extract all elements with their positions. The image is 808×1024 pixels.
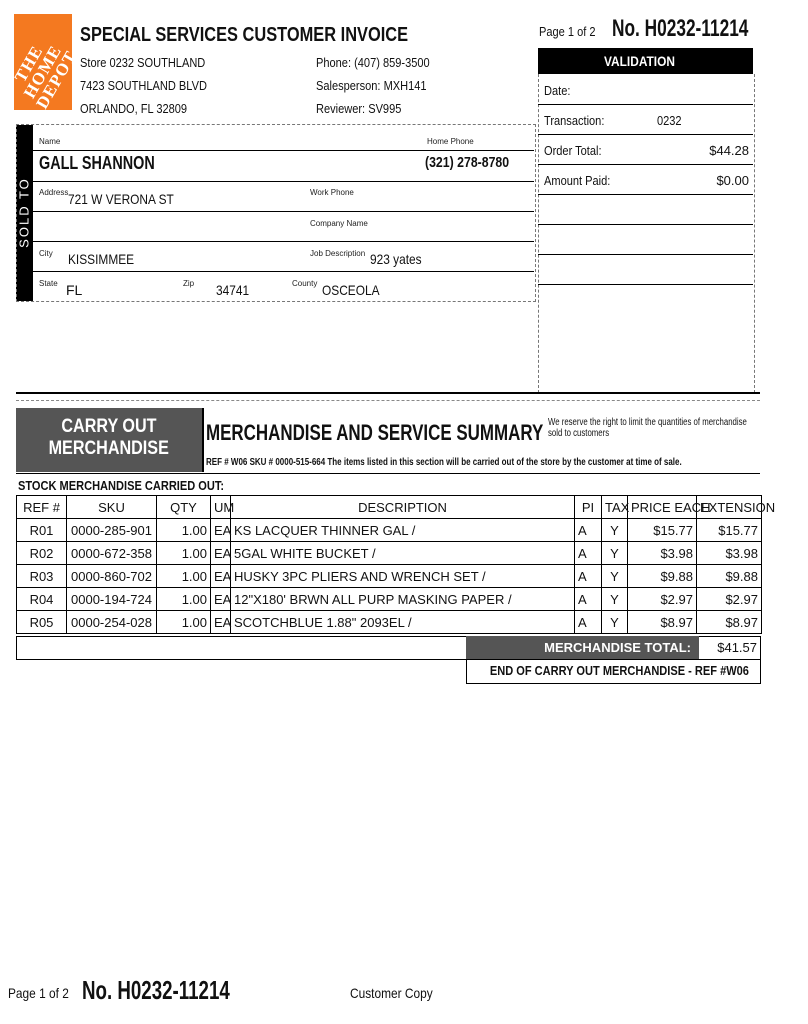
city-rule (33, 271, 534, 272)
row-um: EA (211, 611, 231, 634)
customer-county: OSCEOLA (322, 282, 380, 298)
section-divider (16, 392, 760, 394)
amount-paid-value: $0.00 (716, 173, 749, 188)
invoice-title: SPECIAL SERVICES CUSTOMER INVOICE (80, 24, 409, 46)
name-rule (33, 150, 534, 151)
row-tax: Y (602, 565, 628, 588)
job-description-label: Job Description (310, 249, 366, 258)
row-extension: $15.77 (697, 519, 762, 542)
order-total-label: Order Total: (544, 143, 602, 158)
row-qty: 1.00 (157, 519, 211, 542)
row-ref: R03 (17, 565, 67, 588)
row-um: EA (211, 519, 231, 542)
row-pi: A (575, 611, 602, 634)
table-row (17, 542, 762, 565)
row-extension: $3.98 (697, 542, 762, 565)
date-label: Date: (544, 83, 571, 98)
row-um: EA (211, 588, 231, 611)
row-description: 5GAL WHITE BUCKET / (231, 542, 575, 565)
company-rule (33, 241, 534, 242)
table-row (17, 519, 762, 542)
customer-name: GALL SHANNON (39, 153, 155, 173)
order-total-value: $44.28 (709, 143, 749, 158)
col-price-each: PRICE EACH (628, 496, 697, 519)
row-sku: 0000-285-901 (67, 519, 157, 542)
end-of-carry-out: END OF CARRY OUT MERCHANDISE - REF #W06 (466, 659, 761, 684)
store-name: Store 0232 SOUTHLAND (80, 55, 206, 70)
table-row (17, 611, 762, 634)
summary-title: MERCHANDISE AND SERVICE SUMMARY (206, 420, 544, 445)
row-pi: A (575, 542, 602, 565)
row-um: EA (211, 565, 231, 588)
col-description: DESCRIPTION (231, 496, 575, 519)
row-pi: A (575, 519, 602, 542)
state-label: State (39, 279, 58, 288)
col-tax: TAX (602, 496, 628, 519)
amount-paid-row (538, 164, 753, 195)
logo-text: THE HOME DEPOT (10, 41, 81, 113)
row-extension: $8.97 (697, 611, 762, 634)
company-label: Company Name (310, 219, 368, 228)
row-tax: Y (602, 611, 628, 634)
col-qty: QTY (157, 496, 211, 519)
row-extension: $2.97 (697, 588, 762, 611)
page-indicator: Page 1 of 2 (539, 24, 596, 39)
customer-zip: 34741 (216, 282, 250, 298)
col-ref: REF # (17, 496, 67, 519)
home-depot-logo (10, 14, 81, 113)
ref-line: REF # W06 SKU # 0000-515-664 The items listed in this section will be carried out of the store by the customer at time of sale. (206, 457, 682, 468)
row-extension: $9.88 (697, 565, 762, 588)
heading-divider (202, 408, 204, 472)
row-um: EA (211, 542, 231, 565)
row-qty: 1.00 (157, 611, 211, 634)
section-divider (16, 400, 760, 401)
row-qty: 1.00 (157, 542, 211, 565)
items-table (16, 495, 776, 634)
row-pi: A (575, 588, 602, 611)
row-description: SCOTCHBLUE 1.88" 2093EL / (231, 611, 575, 634)
customer-address: 721 W VERONA ST (68, 191, 174, 207)
store-city: ORLANDO, FL 32809 (80, 101, 188, 116)
row-sku: 0000-194-724 (67, 588, 157, 611)
sold-to-label: SOLD TO (16, 177, 32, 248)
row-tax: Y (602, 588, 628, 611)
row-price: $3.98 (628, 542, 697, 565)
table-row (17, 588, 762, 611)
stock-heading: STOCK MERCHANDISE CARRIED OUT: (18, 478, 225, 493)
table-row (17, 565, 762, 588)
row-sku: 0000-860-702 (67, 565, 157, 588)
reserve-note: We reserve the right to limit the quantities of merchandise sold to customers (548, 417, 747, 439)
home-phone: (321) 278-8780 (425, 154, 510, 171)
footer-invoice-number: No. H0232-11214 (82, 975, 230, 1005)
row-description: 12"X180' BRWN ALL PURP MASKING PAPER / (231, 588, 575, 611)
address-rule (33, 211, 534, 212)
validation-header: VALIDATION (538, 48, 753, 74)
col-sku: SKU (67, 496, 157, 519)
row-price: $2.97 (628, 588, 697, 611)
col-extension: EXTENSION (697, 496, 762, 519)
salesperson: Salesperson: MXH141 (316, 78, 427, 93)
row-sku: 0000-254-028 (67, 611, 157, 634)
transaction-label: Transaction: (544, 113, 605, 128)
footer-page: Page 1 of 2 (8, 985, 69, 1001)
county-label: County (292, 279, 318, 288)
col-pi: PI (575, 496, 602, 519)
row-description: KS LACQUER THINNER GAL / (231, 519, 575, 542)
validation-rule (538, 284, 753, 285)
address-label: Address (39, 188, 69, 197)
row-qty: 1.00 (157, 588, 211, 611)
row-ref: R04 (17, 588, 67, 611)
name-label: Name (39, 137, 61, 146)
zip-label: Zip (183, 279, 195, 288)
merchandise-total-label: MERCHANDISE TOTAL: (466, 636, 699, 659)
amount-paid-label: Amount Paid: (544, 173, 611, 188)
row-tax: Y (602, 519, 628, 542)
invoice-number: No. H0232-11214 (612, 15, 749, 42)
customer-city: KISSIMMEE (68, 251, 135, 267)
row-qty: 1.00 (157, 565, 211, 588)
row-price: $8.97 (628, 611, 697, 634)
merchandise-total-value: $41.57 (717, 640, 757, 655)
table-header-row (17, 496, 762, 519)
work-phone-label: Work Phone (310, 188, 354, 197)
transaction-row (538, 104, 753, 135)
row-ref: R01 (17, 519, 67, 542)
store-address: 7423 SOUTHLAND BLVD (80, 78, 207, 93)
row-ref: R02 (17, 542, 67, 565)
city-label: City (39, 249, 53, 258)
row-sku: 0000-672-358 (67, 542, 157, 565)
customer-state: FL (66, 282, 83, 298)
job-description: 923 yates (370, 251, 422, 267)
validation-rule (538, 224, 753, 225)
name-rule (33, 181, 534, 182)
row-description: HUSKY 3PC PLIERS AND WRENCH SET / (231, 565, 575, 588)
validation-rule (538, 254, 753, 255)
col-um: UM (211, 496, 231, 519)
reviewer: Reviewer: SV995 (316, 101, 402, 116)
transaction-value: 0232 (657, 113, 682, 128)
home-phone-label: Home Phone (427, 137, 474, 146)
date-row (538, 74, 753, 105)
store-phone: Phone: (407) 859-3500 (316, 55, 430, 70)
footer-copy: Customer Copy (350, 985, 433, 1001)
row-pi: A (575, 565, 602, 588)
heading-rule (16, 473, 760, 474)
row-price: $15.77 (628, 519, 697, 542)
row-price: $9.88 (628, 565, 697, 588)
carry-out-badge: CARRY OUT MERCHANDISE (16, 408, 202, 472)
row-tax: Y (602, 542, 628, 565)
order-total-row (538, 134, 753, 165)
row-ref: R05 (17, 611, 67, 634)
